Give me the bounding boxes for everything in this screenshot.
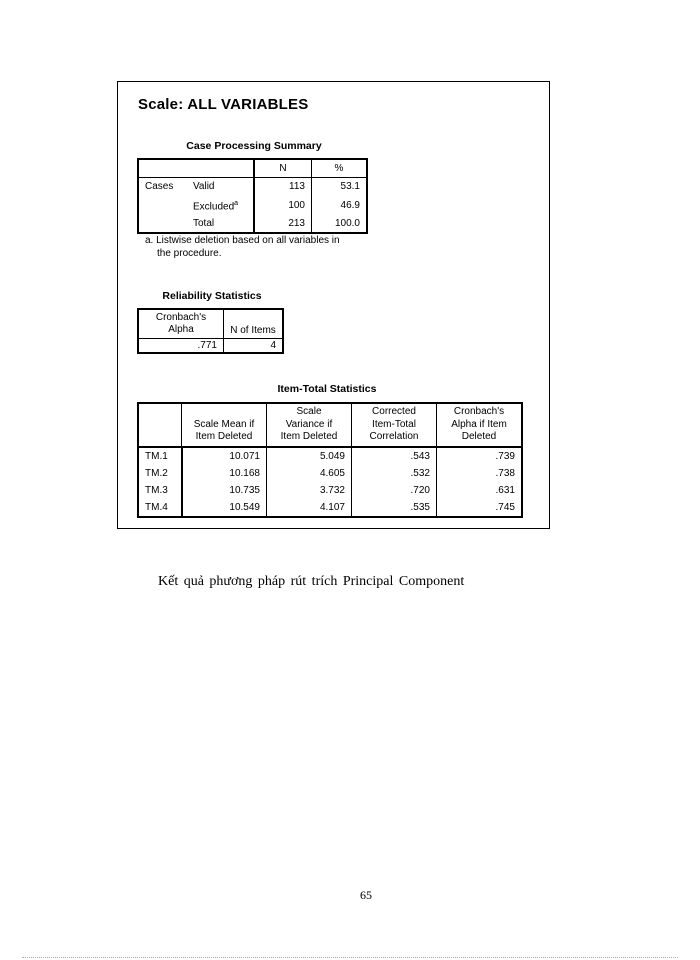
n-items-value: 4 [224, 339, 284, 354]
row-label: Excluded$^a$ [193, 200, 239, 213]
table-row: TM.1 10.071 5.049 .543 .739 [138, 447, 522, 465]
scale-variance-header: Scale Variance if Item Deleted [267, 403, 352, 447]
row-label: Valid [193, 181, 215, 192]
cell-n: 100 [254, 195, 312, 215]
col-n-header: N [254, 159, 312, 178]
item-total-title: Item-Total Statistics [277, 383, 377, 395]
reliability-table [137, 308, 284, 354]
alpha-if-deleted-header: Cronbach's Alpha if Item Deleted [437, 403, 523, 447]
scale-mean-header: Scale Mean if Item Deleted [182, 403, 267, 447]
figure-caption: Kết quả phương pháp rút trích Principal Component [158, 574, 465, 589]
table-row: TM.3 10.735 3.732 .720 .631 [138, 482, 522, 499]
cell-pct: 100.0 [312, 215, 368, 233]
table-row: TM.4 10.549 4.107 .535 .745 [138, 499, 522, 517]
cell-pct: 53.1 [312, 178, 368, 196]
table-row [138, 215, 367, 233]
case-processing-footnote: a. Listwise deletion based on all variables in the procedure. [145, 235, 340, 259]
alpha-header: Cronbach's Alpha [138, 309, 224, 339]
reliability-title: Reliability Statistics [162, 290, 262, 302]
item-total-table [137, 402, 523, 518]
cell-n: 213 [254, 215, 312, 233]
cell-n: 113 [254, 178, 312, 196]
table-row [138, 178, 367, 196]
col-pct-header: % [312, 159, 368, 178]
cell-pct: 46.9 [312, 195, 368, 215]
row-label: Total [193, 218, 215, 230]
footnote-marker: a [234, 200, 239, 207]
table-row [138, 195, 367, 215]
case-processing-title: Case Processing Summary [186, 140, 322, 152]
scale-title: Scale: ALL VARIABLES [138, 96, 309, 113]
alpha-value: .771 [138, 339, 224, 354]
case-processing-table [137, 158, 368, 234]
table-row: TM.2 10.168 4.605 .532 .738 [138, 465, 522, 482]
cases-label: Cases [145, 181, 174, 192]
page-bottom-divider [22, 957, 678, 958]
item-total-corr-header: Corrected Item-Total Correlation [352, 403, 437, 447]
spss-output-panel [117, 81, 550, 529]
n-items-header: N of Items [224, 309, 284, 339]
page-number: 65 [360, 888, 372, 902]
